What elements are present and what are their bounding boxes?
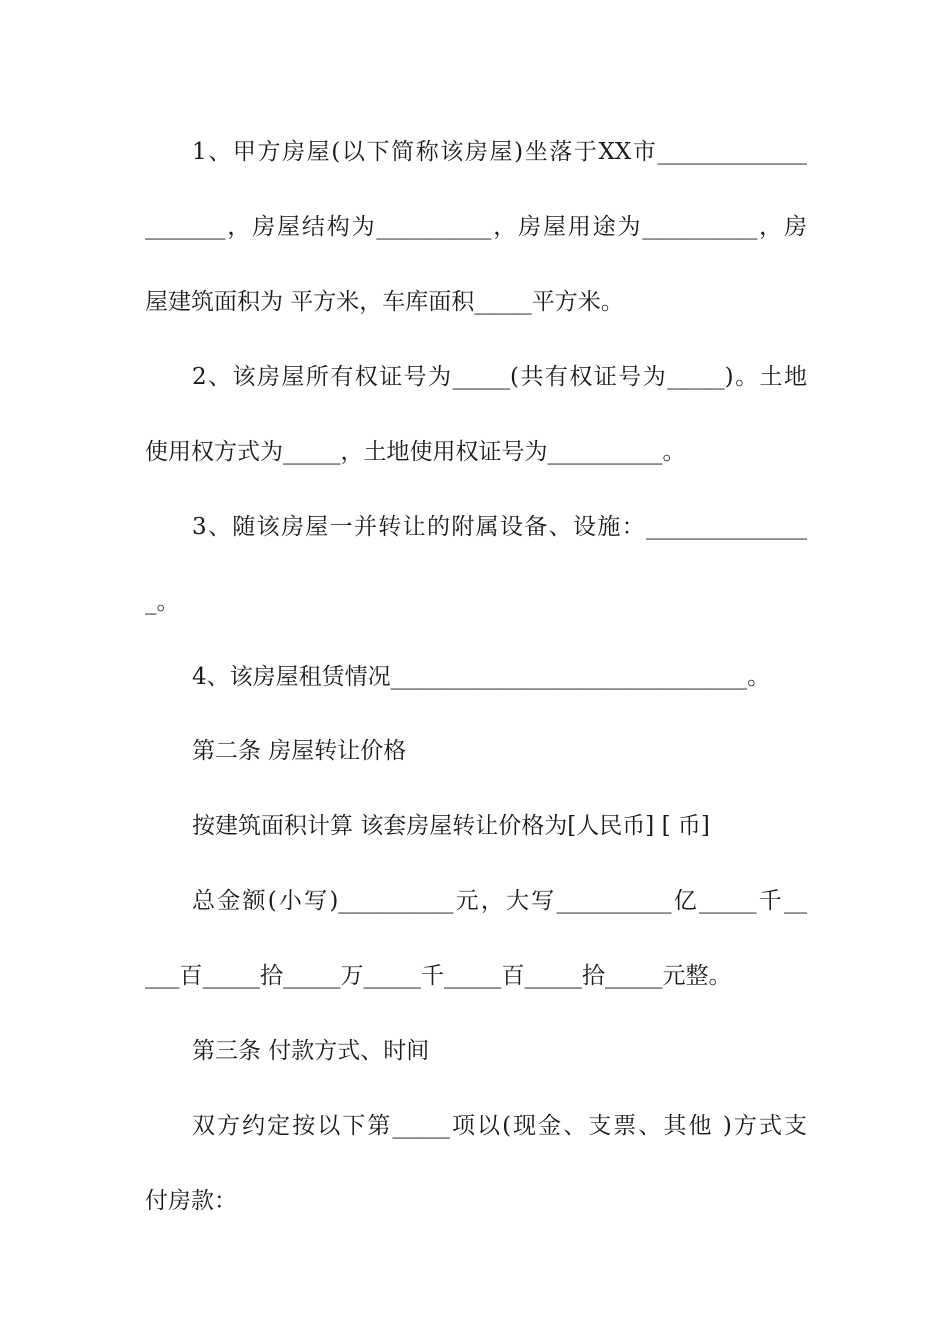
clause-2-line-1: 2、该房屋所有权证号为_____(共有权证号为_____)。土地 (192, 364, 807, 390)
clause-4-line-1: 4、该房屋租赁情况_______________________________。 (192, 664, 771, 690)
clause-3-line-1: 3、随该房屋一并转让的附属设备、设施：______________ (192, 514, 807, 540)
clause-1-line-1: 1、甲方房屋(以下简称该房屋)坐落于XX市_____________ (192, 139, 807, 165)
price-basis-line: 按建筑面积计算 该套房屋转让价格为[人民币] [ 币] (192, 813, 710, 839)
clause-2-line-2: 使用权方式为_____，土地使用权证号为__________。 (145, 439, 686, 465)
payment-method-line-2: 付房款： (145, 1188, 237, 1214)
article-3-heading: 第三条 付款方式、时间 (192, 1038, 430, 1064)
total-amount-line-2: ___百_____拾_____万_____千_____百_____拾_____元整。 (145, 963, 732, 989)
clause-1-line-3: 屋建筑面积为 平方米，车库面积_____平方米。 (145, 289, 624, 315)
clause-3-line-2: _。 (145, 589, 180, 615)
article-2-heading: 第二条 房屋转让价格 (192, 738, 407, 764)
total-amount-line-1: 总金额(小写)__________元，大写__________亿_____千__ (192, 888, 807, 914)
payment-method-line-1: 双方约定按以下第_____项以(现金、支票、其他 )方式支 (192, 1113, 807, 1139)
clause-1-line-2: _______，房屋结构为__________，房屋用途为__________，房 (145, 214, 807, 240)
